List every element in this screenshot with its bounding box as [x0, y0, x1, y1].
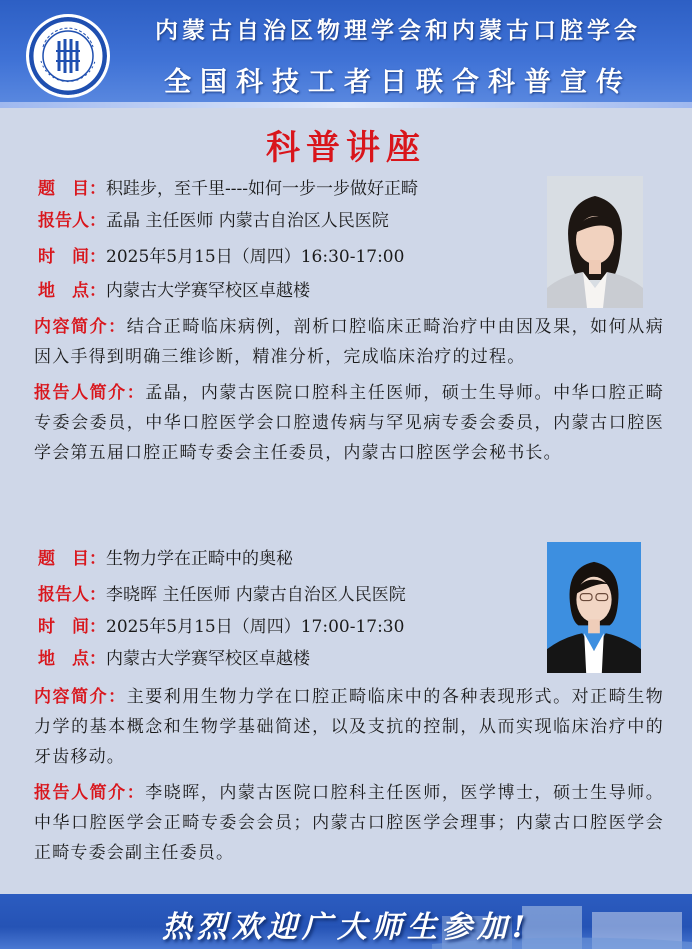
place-value: 内蒙古大学赛罕校区卓越楼	[106, 281, 310, 301]
university-logo	[26, 14, 110, 98]
time-row	[38, 246, 404, 268]
topic-label: 题 目：	[38, 549, 106, 569]
speaker-value: 孟晶 主任医师 内蒙古自治区人民医院	[106, 211, 389, 231]
topic-row	[38, 178, 418, 200]
speaker-label: 报告人：	[38, 585, 106, 605]
speaker-row	[38, 210, 389, 232]
page-title: 科普讲座	[266, 128, 426, 168]
bio-label: 报告人简介：	[34, 783, 146, 803]
bio-text: 孟晶，内蒙古医院口腔科主任医师，硕士生导师。中华口腔正畸专委会委员，中华口腔医学会口腔遗传病与罕见病专委会委员，内蒙古口腔医学会第五届口腔正畸专委会主任委员，内蒙古口腔医学会秘书长。	[34, 383, 664, 463]
content-intro	[34, 312, 664, 372]
header-banner	[0, 0, 692, 108]
place-value: 内蒙古大学赛罕校区卓越楼	[106, 649, 310, 669]
speaker-bio	[34, 778, 664, 868]
content-text: 主要利用生物力学在口腔正畸临床中的各种表现形式。对正畸生物力学的基本概念和生物学基础简述，以及支抗的控制，从而实现临床治疗中的牙齿移动。	[34, 687, 664, 767]
speaker-portrait-icon	[547, 542, 641, 673]
inner-mongolia-university-seal-icon	[29, 17, 107, 95]
content-label: 内容简介：	[34, 687, 127, 707]
speaker-photo	[547, 176, 643, 308]
speaker-value: 李晓晖 主任医师 内蒙古自治区人民医院	[106, 585, 406, 605]
topic-value: 积跬步，至千里----如何一步一步做好正畸	[106, 179, 418, 199]
topic-row	[38, 548, 293, 570]
bio-text: 李晓晖，内蒙古医院口腔科主任医师，医学博士，硕士生导师。中华口腔医学会正畸专委会会员；内蒙古口腔医学会理事；内蒙古口腔医学会正畸专委会副主任委员。	[34, 783, 664, 863]
time-label: 时 间：	[38, 617, 106, 637]
bio-label: 报告人简介：	[34, 383, 146, 403]
time-value: 2025年5月15日（周四）16:30-17:00	[106, 247, 405, 267]
speaker-portrait-icon	[547, 176, 643, 308]
time-value: 2025年5月15日（周四）17:00-17:30	[106, 617, 405, 637]
place-label: 地 点：	[38, 281, 106, 301]
footer-banner	[0, 894, 692, 949]
speaker-bio	[34, 378, 664, 468]
content-label: 内容简介：	[34, 317, 127, 337]
place-row	[38, 280, 310, 302]
topic-value: 生物力学在正畸中的奥秘	[106, 549, 293, 569]
time-row	[38, 616, 404, 638]
place-row	[38, 648, 310, 670]
speaker-photo	[547, 542, 641, 673]
speaker-label: 报告人：	[38, 211, 106, 231]
time-label: 时 间：	[38, 247, 106, 267]
welcome-slogan: 热烈欢迎广大师生参加!	[161, 910, 531, 945]
event-subtitle: 全国科技工者日联合科普宣传	[164, 67, 632, 98]
content-text: 结合正畸临床病例，剖析口腔临床正畸治疗中由因及果，如何从病因入手得到明确三维诊断，精准分析，完成临床治疗的过程。	[34, 317, 664, 367]
organizer-title: 内蒙古自治区物理学会和内蒙古口腔学会	[155, 17, 641, 44]
place-label: 地 点：	[38, 649, 106, 669]
speaker-row	[38, 584, 406, 606]
topic-label: 题 目：	[38, 179, 106, 199]
content-intro	[34, 682, 664, 772]
